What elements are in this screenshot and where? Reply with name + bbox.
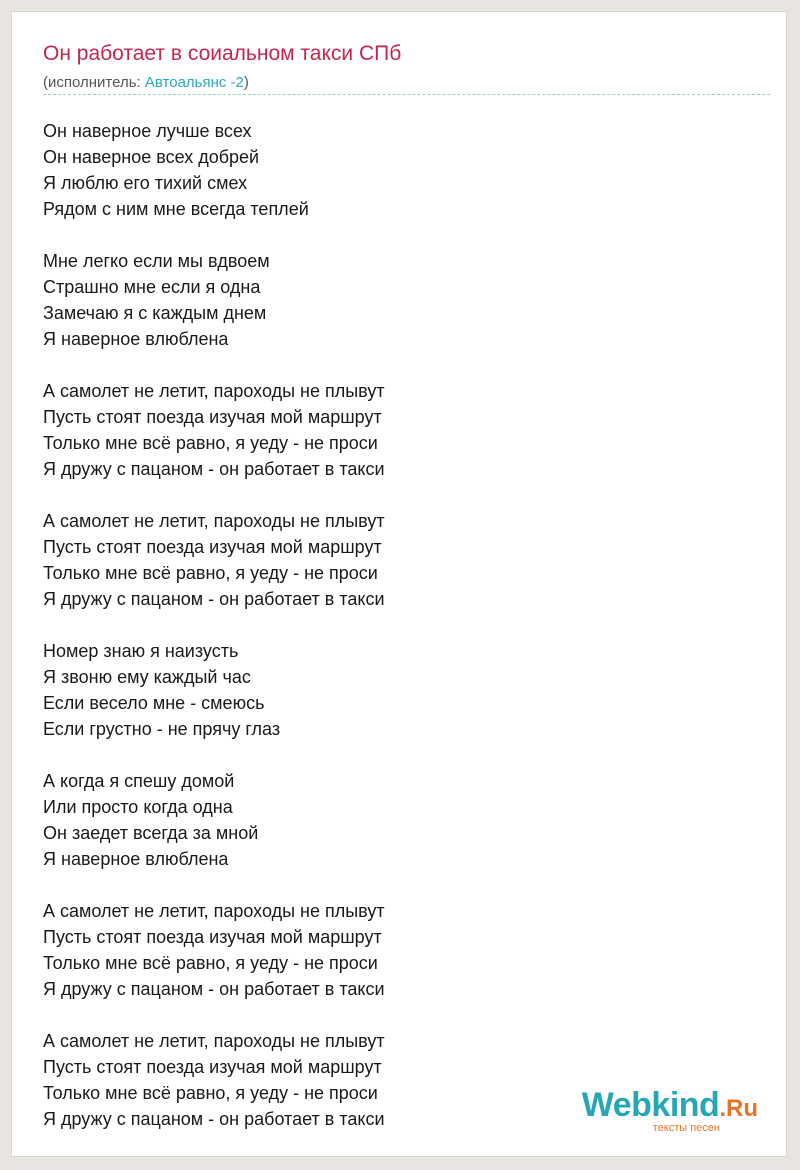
stanza xyxy=(43,248,743,352)
lyrics-card xyxy=(11,11,787,1157)
stanza xyxy=(43,898,743,1002)
lyric-line: Я наверное влюблена xyxy=(43,329,229,349)
lyric-line: Страшно мне если я одна xyxy=(43,277,261,297)
lyric-line: А самолет не летит, пароходы не плывут xyxy=(43,381,385,401)
artist-link[interactable]: Автоальянс -2 xyxy=(144,74,244,91)
dashed-divider xyxy=(43,94,770,95)
lyric-line: Рядом с ним мне всегда теплей xyxy=(43,199,309,219)
lyric-line: Я дружу с пацаном - он работает в такси xyxy=(43,979,385,999)
lyric-line: Я дружу с пацаном - он работает в такси xyxy=(43,459,385,479)
logo-tld: .Ru xyxy=(719,1095,758,1122)
webkind-logo[interactable] xyxy=(558,1086,758,1132)
lyric-line: Только мне всё равно, я уеду - не проси xyxy=(43,1083,378,1103)
logo-tagline: тексты песен xyxy=(652,1122,720,1134)
lyric-line: Пусть стоят поезда изучая мой маршрут xyxy=(43,407,382,427)
stanza xyxy=(43,118,743,222)
lyric-line: Только мне всё равно, я уеду - не проси xyxy=(43,433,378,453)
lyric-line: Мне легко если мы вдвоем xyxy=(43,251,270,271)
logo-name: Webkind xyxy=(581,1086,720,1124)
stanza xyxy=(43,768,743,872)
lyric-line: А самолет не летит, пароходы не плывут xyxy=(43,1031,385,1051)
stanza xyxy=(43,638,743,742)
lyric-line: Пусть стоят поезда изучая мой маршрут xyxy=(43,537,382,557)
lyric-line: Я звоню ему каждый час xyxy=(43,667,251,687)
artist-prefix: (исполнитель: xyxy=(43,74,145,91)
lyric-line: Если грустно - не прячу глаз xyxy=(43,719,281,739)
lyric-line: Или просто когда одна xyxy=(43,797,233,817)
lyric-line: Он наверное лучше всех xyxy=(43,121,252,141)
lyrics-text xyxy=(43,118,743,1158)
lyric-line: Я дружу с пацаном - он работает в такси xyxy=(43,1109,385,1129)
artist-suffix: ) xyxy=(243,74,249,91)
lyric-line: Только мне всё равно, я уеду - не проси xyxy=(43,563,378,583)
lyric-line: Только мне всё равно, я уеду - не проси xyxy=(43,953,378,973)
song-title: Он работает в соиальном такси СПб xyxy=(43,42,402,65)
lyric-line: Он заедет всегда за мной xyxy=(43,823,259,843)
lyric-line: Я наверное влюблена xyxy=(43,849,229,869)
lyric-line: Замечаю я с каждым днем xyxy=(43,303,267,323)
artist-line xyxy=(43,74,249,91)
lyric-line: А самолет не летит, пароходы не плывут xyxy=(43,511,385,531)
lyric-line: Я люблю его тихий смех xyxy=(43,173,248,193)
logo-wordmark xyxy=(582,1086,758,1125)
lyric-line: Пусть стоят поезда изучая мой маршрут xyxy=(43,927,382,947)
lyric-line: А когда я спешу домой xyxy=(43,771,235,791)
stanza xyxy=(43,378,743,482)
lyric-line: Он наверное всех добрей xyxy=(43,147,260,167)
stanza xyxy=(43,508,743,612)
lyric-line: А самолет не летит, пароходы не плывут xyxy=(43,901,385,921)
lyric-line: Номер знаю я наизусть xyxy=(43,641,239,661)
lyric-line: Если весело мне - смеюсь xyxy=(43,693,265,713)
lyric-line: Я дружу с пацаном - он работает в такси xyxy=(43,589,385,609)
lyric-line: Пусть стоят поезда изучая мой маршрут xyxy=(43,1057,382,1077)
